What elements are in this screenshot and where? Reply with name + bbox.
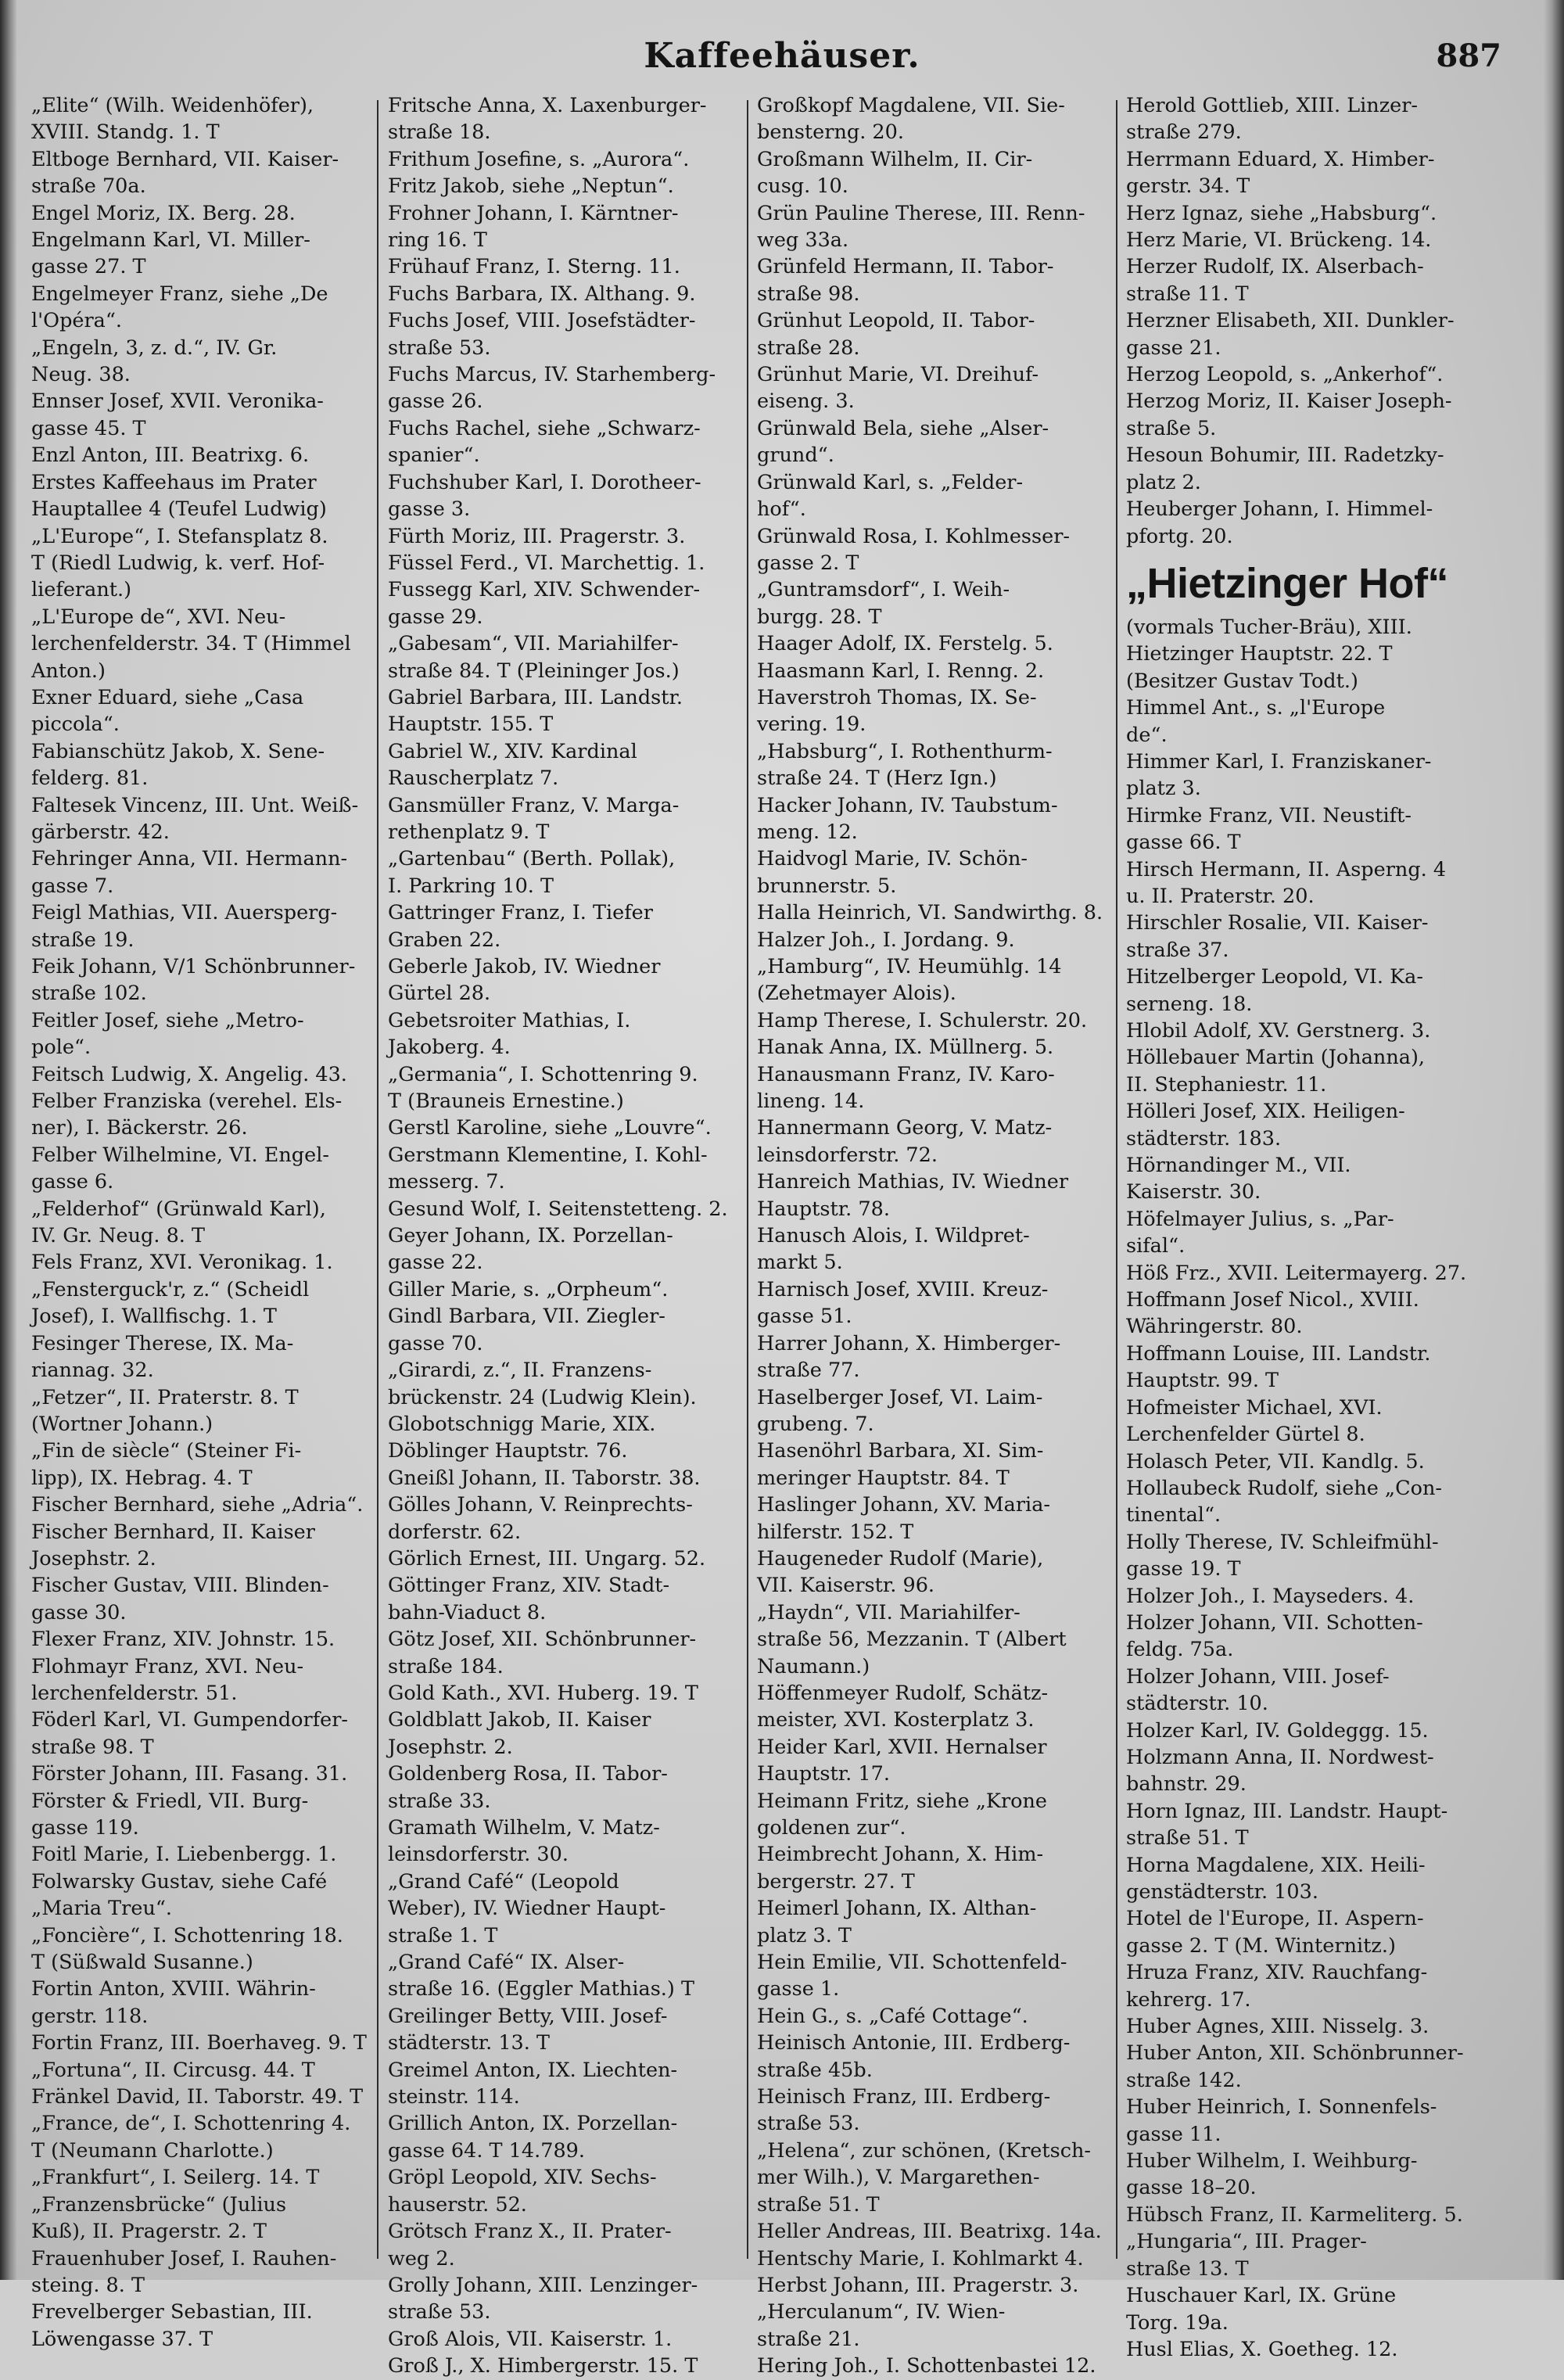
directory-entry: Fritz Jakob, siehe „Neptun“. [388,174,674,199]
directory-entry: „Grand Café“ (Leopold Weber), IV. Wiedner Haupt- straße 1. T [388,1869,666,1947]
directory-entry: Grolly Johann, XIII. Lenzinger- straße 53. [388,2273,698,2324]
directory-entry: Hirsch Hermann, II. Asperng. 4 u. II. Praterstr. 20. [1126,857,1447,908]
directory-entry: Fortin Anton, XVIII. Währin- gerstr. 118. [31,1977,316,2028]
directory-entry: Groß J., X. Himbergerstr. 15. T [388,2354,698,2378]
directory-entry: Görlich Ernest, III. Ungarg. 52. [388,1546,706,1571]
directory-entry: Fuchs Marcus, IV. Starhemberg- gasse 26. [388,363,716,414]
directory-entry: Fehringer Anna, VII. Hermann- gasse 7. [31,847,348,898]
directory-entry: Fuchs Rachel, siehe „Schwarz- spanier“. [388,416,701,468]
directory-entry: Grün Pauline Therese, III. Renn- weg 33a. [757,201,1085,253]
directory-entry: Halla Heinrich, VI. Sandwirthg. 8. [757,901,1103,925]
directory-entry: Heuberger Johann, I. Himmel- pfortg. 20. [1126,497,1433,548]
directory-entry: Haager Adolf, IX. Ferstelg. 5. [757,632,1053,656]
directory-entry: Hanak Anna, IX. Müllnerg. 5. [757,1036,1054,1060]
directory-entry: Felber Wilhelmine, VI. Engel- gasse 6. [31,1143,329,1194]
directory-entry: Hamp Therese, I. Schulerstr. 20. [757,1008,1088,1032]
featured-listing: „Hietzinger Hof“ [1126,559,1449,607]
directory-entry: Fabianschütz Jakob, X. Sene- felderg. 81. [31,739,325,791]
directory-entry: Frauenhuber Josef, I. Rauhen- steing. 8. T [31,2246,337,2297]
directory-entry: Greimel Anton, IX. Liechten- steinstr. 114. [388,2058,678,2109]
directory-entry: Hölleri Josef, XIX. Heiligen- städterstr. 183. [1126,1100,1405,1151]
directory-entry: Holzer Joh., I. Mayseders. 4. [1126,1584,1415,1608]
directory-entry: Husl Elias, X. Goetheg. 12. [1126,2337,1398,2361]
directory-entry: Höß Frz., XVII. Leitermayerg. 27. [1126,1261,1467,1285]
directory-entry: Felber Franziska (verehel. Els- ner), I. Bäckerstr. 26. [31,1089,343,1140]
directory-entry: Huschauer Karl, IX. Grüne Torg. 19a. [1126,2284,1397,2335]
directory-entry: Frühauf Franz, I. Sterng. 11. [388,255,680,279]
directory-entry: Faltesek Vincenz, III. Unt. Weiß- gärberstr. 42. [31,793,359,844]
directory-entry: Frohner Johann, I. Kärntner- ring 16. T [388,201,679,253]
directory-entry: Grünhut Leopold, II. Tabor- straße 28. [757,309,1035,360]
directory-entry: „Germania“, I. Schottenring 9. T (Brauneis Ernestine.) [388,1062,698,1114]
directory-entry: Himmel Ant., s. „l'Europe de“. [1126,696,1386,747]
directory-entry: Foitl Marie, I. Liebenbergg. 1. [31,1843,337,1867]
directory-entry: Gold Kath., XVI. Huberg. 19. T [388,1681,698,1705]
directory-entry: „Haydn“, VII. Mariahilfer- straße 56, Mezzanin. T (Albert Naumann.) [757,1600,1067,1678]
directory-entry: Fischer Bernhard, II. Kaiser Josephstr. 2. [31,1520,315,1571]
directory-entry: „Herculanum“, IV. Wien- straße 21. [757,2300,1006,2351]
directory-entry: Haugeneder Rudolf (Marie), VII. Kaiserstr. 96. [757,1546,1044,1598]
directory-entry: Hirmke Franz, VII. Neustift- gasse 66. T [1126,803,1412,855]
directory-entry: Herzog Leopold, s. „Ankerhof“. [1126,363,1444,387]
directory-entry: Horn Ignaz, III. Landstr. Haupt- straße 51. T [1126,1799,1448,1851]
directory-entry: Hlobil Adolf, XV. Gerstnerg. 3. [1126,1019,1431,1043]
directory-entry: Füssel Ferd., VI. Marchettig. 1. [388,551,705,575]
directory-entry: Geyer Johann, IX. Porzellan- gasse 22. [388,1224,673,1275]
directory-entry: Holzer Johann, VII. Schotten- feldg. 75a. [1126,1610,1423,1662]
directory-entry: Gneißl Johann, II. Taborstr. 38. [388,1466,701,1490]
directory-entry: „Gabesam“, VII. Mariahilfer- straße 84. T (Pleininger Jos.) [388,632,680,683]
directory-entry: Heimann Fritz, siehe „Krone goldenen zur“. [757,1789,1048,1840]
directory-entry: Holzmann Anna, II. Nordwest- bahnstr. 29. [1126,1745,1434,1797]
directory-entry: Grünwald Karl, s. „Felder- hof“. [757,470,1024,522]
directory-entry: Goldblatt Jakob, II. Kaiser Josephstr. 2. [388,1708,651,1759]
directory-entry: Herzer Rudolf, IX. Alserbach- straße 11. T [1126,255,1424,306]
directory-entry: Fuchshuber Karl, I. Dorotheer- gasse 3. [388,470,701,522]
directory-entry: Herz Ignaz, siehe „Habsburg“. [1126,201,1437,225]
directory-entry: Fortin Franz, III. Boerhaveg. 9. T [31,2031,367,2055]
directory-columns [0,92,1564,2378]
directory-entry: Flexer Franz, XIV. Johnstr. 15. [31,1628,335,1652]
directory-entry: Feik Johann, V/1 Schönbrunner- straße 102. [31,955,356,1006]
directory-entry: „Elite“ (Wilh. Weidenhöfer), XVIII. Standg. 1. T [31,94,314,145]
directory-entry: Gölles Johann, V. Reinprechts- dorferstr. 62. [388,1493,693,1544]
directory-entry: Grötsch Franz X., II. Prater- weg 2. [388,2220,672,2271]
directory-entry: Hollaubeck Rudolf, siehe „Con- tinental“. [1126,1476,1443,1527]
directory-entry: Fränkel David, II. Taborstr. 49. T [31,2085,364,2109]
directory-entry: Haasmann Karl, I. Renng. 2. [757,659,1045,683]
directory-entry: Höffenmeyer Rudolf, Schätz- meister, XVI. Kosterplatz 3. [757,1681,1049,1732]
directory-entry: „Felderhof“ (Grünwald Karl), IV. Gr. Neug. 8. T [31,1197,326,1248]
directory-entry: Feitsch Ludwig, X. Angelig. 43. [31,1062,347,1086]
directory-entry: Heider Karl, XVII. Hernalser Hauptstr. 17. [757,1735,1047,1786]
directory-entry: Feitler Josef, siehe „Metro- pole“. [31,1008,304,1060]
directory-entry: Holly Therese, IV. Schleifmühl- gasse 19. T [1126,1530,1439,1581]
directory-entry: Grünwald Rosa, I. Kohlmesser- gasse 2. T [757,524,1070,575]
directory-entry: Hotel de l'Europe, II. Aspern- gasse 2. T (M. Winternitz.) [1126,1907,1424,1958]
directory-entry: Harrer Johann, X. Himberger- straße 77. [757,1331,1061,1383]
directory-entry: Hein Emilie, VII. Schottenfeld- gasse 1. [757,1951,1067,2001]
directory-entry: Geberle Jakob, IV. Wiedner Gürtel 28. [388,955,661,1006]
directory-entry: Herzner Elisabeth, XII. Dunkler- gasse 21. [1126,309,1455,360]
directory-entry: Hörnandinger M., VII. Kaiserstr. 30. [1126,1154,1351,1204]
directory-entry: „Guntramsdorf“, I. Weih- burgg. 28. T [757,578,1010,629]
directory-entry: „Helena“, zur schönen, (Kretsch- mer Wilh.), V. Margarethen- straße 51. T [757,2138,1092,2217]
directory-entry: Engelmeyer Franz, siehe „De l'Opéra“. [31,282,328,333]
directory-entry: Ennser Josef, XVII. Veronika- gasse 45. T [31,389,324,440]
directory-entry: Göttinger Franz, XIV. Stadt- bahn-Viaduct 8. [388,1574,670,1624]
directory-entry: Fürth Moriz, III. Pragerstr. 3. [388,524,686,548]
directory-entry: Huber Heinrich, I. Sonnenfels- gasse 11. [1126,2095,1437,2146]
directory-entry: Gattringer Franz, I. Tiefer Graben 22. [388,901,653,952]
directory-entry: Herold Gottlieb, XIII. Linzer- straße 279. [1126,94,1419,145]
directory-entry: Horna Magdalene, XIX. Heili- genstädterstr. 103. [1126,1853,1426,1904]
directory-entry: Hentschy Marie, I. Kohlmarkt 4. [757,2246,1084,2271]
directory-entry: Heinisch Franz, III. Erdberg- straße 53. [757,2085,1051,2136]
directory-entry: Götz Josef, XII. Schönbrunner- straße 184. [388,1628,697,1678]
directory-entry: Haverstroh Thomas, IX. Se- vering. 19. [757,685,1037,737]
directory-entry: Erstes Kaffeehaus im Prater Hauptallee 4 (Teufel Ludwig) [31,470,327,522]
directory-entry: Hoffmann Josef Nicol., XVIII. Währingerstr. 80. [1126,1288,1419,1339]
directory-entry: Holzer Karl, IV. Goldeggg. 15. [1126,1718,1429,1743]
directory-entry: Huber Wilhelm, I. Weihburg- gasse 18–20. [1126,2149,1418,2200]
directory-entry: Herzog Moriz, II. Kaiser Joseph- straße 5. [1126,389,1452,440]
directory-entry: „Hamburg“, IV. Heumühlg. 14 (Zehetmayer Alois). [757,955,1062,1006]
directory-entry: Huber Agnes, XIII. Nisselg. 3. [1126,2015,1429,2039]
directory-column-1 [31,92,368,2351]
directory-entry: Hanausmann Franz, IV. Karo- lineng. 14. [757,1062,1055,1114]
directory-entry: Hitzelberger Leopold, VI. Ka- serneng. 18. [1126,965,1423,1016]
directory-entry: „Habsburg“, I. Rothenthurm- straße 24. T (Herz Ign.) [757,739,1053,791]
directory-entry: Flohmayr Franz, XVI. Neu- lerchenfelderstr. 51. [31,1654,304,1705]
directory-entry: Hofmeister Michael, XVI. Lerchenfelder Gürtel 8. [1126,1395,1383,1447]
page-title: Kaffeehäuser. [644,36,920,76]
directory-entry: Gramath Wilhelm, V. Matz- leinsdorferstr. 30. [388,1816,660,1867]
directory-entry: Föderl Karl, VI. Gumpendorfer- straße 98. T [31,1708,349,1759]
directory-entry: Gabriel Barbara, III. Landstr. Hauptstr. 155. T [388,685,683,737]
directory-entry: Halzer Joh., I. Jordang. 9. [757,928,1015,952]
directory-entry: Harnisch Josef, XVIII. Kreuz- gasse 51. [757,1277,1049,1329]
directory-entry: Hirschler Rosalie, VII. Kaiser- straße 37. [1126,911,1429,962]
directory-entry: Gerstl Karoline, siehe „Louvre“. [388,1116,712,1140]
directory-entry: Haslinger Johann, XV. Maria- hilferstr. 152. T [757,1493,1051,1544]
directory-entry: Hanusch Alois, I. Wildpret- markt 5. [757,1224,1030,1275]
directory-entry: Hruza Franz, XIV. Rauchfang- kehrerg. 17. [1126,1961,1428,2012]
directory-entry: Heimbrecht Johann, X. Him- bergerstr. 27. T [757,1843,1044,1894]
directory-entry: Holasch Peter, VII. Kandlg. 5. [1126,1449,1425,1474]
directory-entry: Fussegg Karl, XIV. Schwender- gasse 29. [388,578,701,629]
directory-entry: „Girardi, z.“, II. Franzens- brückenstr. 24 (Ludwig Klein). [388,1359,697,1409]
directory-entry: Fuchs Barbara, IX. Althang. 9. [388,282,696,306]
directory-entry: Förster Johann, III. Fasang. 31. [31,1762,348,1786]
directory-entry: Gesund Wolf, I. Seitenstetteng. 2. [388,1197,728,1221]
directory-entry: „Fortuna“, II. Circusg. 44. T [31,2058,315,2082]
directory-entry: „Fetzer“, II. Praterstr. 8. T (Wortner Johann.) [31,1385,299,1436]
directory-entry: Engel Moriz, IX. Berg. 28. [31,201,296,225]
directory-entry: Giller Marie, s. „Orpheum“. [388,1277,669,1301]
directory-entry: Grünfeld Hermann, II. Tabor- straße 98. [757,255,1054,306]
directory-entry: Gerstmann Klementine, I. Kohl- messerg. 7. [388,1143,708,1194]
directory-entry: Höfelmayer Julius, s. „Par- sifal“. [1126,1207,1394,1258]
directory-entry: Folwarsky Gustav, siehe Café „Maria Treu“. [31,1869,328,1921]
directory-entry: Huber Anton, XII. Schönbrunner- straße 142. [1126,2041,1464,2092]
directory-entry: Hübsch Franz, II. Karmeliterg. 5. [1126,2202,1463,2227]
directory-entry: Hasenöhrl Barbara, XI. Sim- meringer Hauptstr. 84. T [757,1439,1044,1490]
directory-entry: Goldenberg Rosa, II. Tabor- straße 33. [388,1762,668,1813]
directory-entry: „Engeln, 3, z. d.“, IV. Gr. Neug. 38. [31,336,278,387]
directory-entry: Groß Alois, VII. Kaiserstr. 1. [388,2327,673,2351]
directory-entry: „Franzensbrücke“ (Julius Kuß), II. Pragerstr. 2. T [31,2192,287,2244]
directory-column-2 [388,92,740,2378]
directory-entry: Eltboge Bernhard, VII. Kaiser- straße 70a. [31,147,339,199]
directory-entry: „France, de“, I. Schottenring 4. T (Neumann Charlotte.) [31,2112,351,2163]
directory-entry: „Foncière“, I. Schottenring 18. T (Süßwald Susanne.) [31,1923,343,1975]
directory-entry: Haselberger Josef, VI. Laim- grubeng. 7. [757,1385,1043,1436]
directory-entry: Gröpl Leopold, XIV. Sechs- hauserstr. 52. [388,2166,657,2217]
directory-entry: „L'Europe de“, XVI. Neu- lerchenfelderstr. 34. T (Himmel Anton.) [31,605,351,683]
directory-entry: Großkopf Magdalene, VII. Sie- bensterng. 20. [757,94,1065,145]
directory-entry: Hering Joh., I. Schottenbastei 12. [757,2354,1096,2378]
directory-entry: Hanreich Mathias, IV. Wiedner Hauptstr. 78. [757,1170,1069,1221]
directory-entry: „Grand Café“ IX. Alser- straße 16. (Eggler Mathias.) T [388,1951,694,2001]
directory-entry: Holzer Johann, VIII. Josef- städterstr. 10. [1126,1664,1390,1716]
directory-entry: „Fin de siècle“ (Steiner Fi- lipp), IX. Hebrag. 4. T [31,1439,302,1490]
directory-entry: Gansmüller Franz, V. Marga- rethenplatz 9. T [388,793,680,844]
directory-entry: Fischer Bernhard, siehe „Adria“. [31,1493,364,1517]
directory-entry: Grünwald Bela, siehe „Alser- grund“. [757,416,1049,468]
directory-entry: Frevelberger Sebastian, III. Löwengasse 37. T [31,2300,313,2351]
directory-entry: Fels Franz, XVI. Veronikag. 1. [31,1251,333,1275]
directory-entry: Heimerl Johann, IX. Althan- platz 3. T [757,1897,1037,1947]
directory-entry: Gabriel W., XIV. Kardinal Rauscherplatz 7. [388,739,637,791]
directory-entry: Fischer Gustav, VIII. Blinden- gasse 30. [31,1574,329,1624]
directory-entry: Hacker Johann, IV. Taubstum- meng. 12. [757,793,1058,844]
directory-entry: Hoffmann Louise, III. Landstr. Hauptstr. 99. T [1126,1341,1431,1393]
directory-entry: Herrmann Eduard, X. Himber- gerstr. 34. T [1126,147,1435,199]
directory-entry: Großmann Wilhelm, II. Cir- cusg. 10. [757,147,1033,199]
directory-entry: Höllebauer Martin (Johanna), II. Stephaniestr. 11. [1126,1046,1426,1097]
directory-entry: Exner Eduard, siehe „Casa piccola“. [31,685,304,737]
directory-entry: Enzl Anton, III. Beatrixg. 6. [31,443,310,468]
directory-entry: Hannermann Georg, V. Matz- leinsdorferstr. 72. [757,1116,1053,1167]
directory-entry: Engelmann Karl, VI. Miller- gasse 27. T [31,228,310,279]
directory-entry: „Hungaria“, III. Prager- straße 13. T [1126,2230,1367,2281]
directory-entry: Fritsche Anna, X. Laxenburger- straße 18. [388,94,707,145]
directory-entry: „Gartenbau“ (Berth. Pollak), I. Parkring 10. T [388,847,676,898]
directory-entry: Hesoun Bohumir, III. Radetzky- platz 2. [1126,443,1444,494]
directory-entry: Grünhut Marie, VI. Dreihuf- eiseng. 3. [757,363,1039,414]
directory-entry: Gebetsroiter Mathias, I. Jakoberg. 4. [388,1008,631,1060]
directory-entry: Globotschnigg Marie, XIX. Döblinger Hauptstr. 76. [388,1412,656,1463]
directory-column-3 [757,92,1107,2378]
directory-entry: Feigl Mathias, VII. Auersperg- straße 19. [31,901,338,952]
directory-entry: „Frankfurt“, I. Seilerg. 14. T [31,2166,320,2190]
directory-column-4 [1126,92,1517,2361]
directory-entry: Fuchs Josef, VIII. Josefstädter- straße 53. [388,309,696,360]
directory-entry: Herbst Johann, III. Pragerstr. 3. [757,2273,1079,2297]
directory-entry: Hein G., s. „Café Cottage“. [757,2004,1028,2028]
page-number: 887 [1436,38,1501,74]
directory-entry: Grillich Anton, IX. Porzellan- gasse 64. T 14.789. [388,2112,678,2163]
directory-entry: Heller Andreas, III. Beatrixg. 14a. [757,2220,1102,2244]
directory-entry: Greilinger Betty, VIII. Josef- städterstr. 13. T [388,2004,668,2055]
directory-entry: Gindl Barbara, VII. Ziegler- gasse 70. [388,1305,665,1355]
directory-entry: (vormals Tucher-Bräu), XIII. Hietzinger Hauptstr. 22. T (Besitzer Gustav Todt.) [1126,615,1412,693]
directory-entry: Himmer Karl, I. Franziskaner- platz 3. [1126,749,1432,801]
directory-entry: Heinisch Antonie, III. Erdberg- straße 45b. [757,2031,1071,2082]
directory-entry: „Fensterguck'r, z.“ (Scheidl Josef), I. Wallfischg. 1. T [31,1277,310,1329]
directory-entry: „L'Europe“, I. Stefansplatz 8. T (Riedl Ludwig, k. verf. Hof- lieferant.) [31,524,328,602]
directory-entry: Förster & Friedl, VII. Burg- gasse 119. [31,1789,309,1840]
directory-entry: Fesinger Therese, IX. Ma- riannag. 32. [31,1331,294,1383]
directory-entry: Frithum Josefine, s. „Aurora“. [388,147,690,171]
directory-entry: Herz Marie, VI. Brückeng. 14. [1126,228,1432,253]
directory-entry: Haidvogl Marie, IV. Schön- brunnerstr. 5. [757,847,1028,898]
